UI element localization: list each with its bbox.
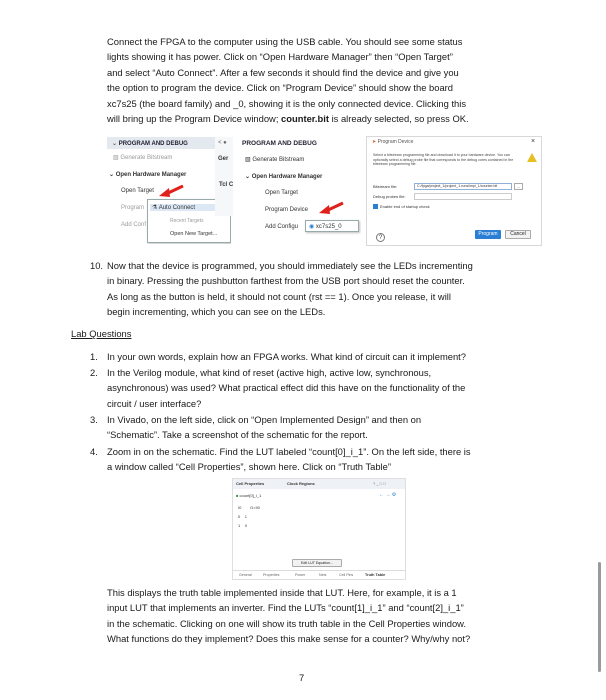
truth-table-header-o: O=!I0 (250, 505, 260, 510)
add-config-item[interactable]: Add Configu (265, 224, 299, 230)
closing-paragraph (107, 585, 557, 647)
program-button[interactable]: Program (475, 230, 501, 239)
question-4-number: 4. (90, 446, 98, 457)
open-new-target-option[interactable]: Open New Target... (170, 231, 218, 237)
step-10-line: begin incrementing, which you can see on the LEDs. (107, 306, 326, 318)
side-tab-tcl[interactable]: Tcl C (219, 182, 234, 188)
question-line: “Schematic”. Take a screenshot of the schematic for the report. (107, 429, 368, 441)
bitstream-label: Bitstream file: (373, 184, 398, 189)
chip-icon: ◉ (309, 224, 315, 230)
step-10-line: Now that the device is programmed, you should immediately see the LEDs incrementing (107, 260, 473, 271)
generate-bitstream-item[interactable]: ▧ Generate Bitstream (113, 155, 173, 161)
closing-line: input LUT that implements an inverter. Find the LUTs “count[1]_i_1” and “count[2]_i_1” (107, 602, 464, 614)
side-tab-general[interactable]: Ger (218, 156, 229, 162)
auto-connect-option[interactable]: ⚗ Auto Connect (150, 204, 228, 211)
intro-line: the option to program the device. Click on “Program Device” should show the board (107, 82, 454, 94)
question-3-number: 3. (90, 414, 98, 425)
bottom-tab-nets[interactable]: Nets (319, 573, 327, 577)
collapse-arrows-icon[interactable]: < ● (218, 140, 227, 146)
question-line: circuit / user interface? (107, 397, 202, 409)
question-3 (107, 412, 557, 443)
question-2-number: 2. (90, 367, 98, 378)
intro-paragraph (107, 34, 547, 126)
program-debug-header[interactable]: PROGRAM AND DEBUG (237, 137, 357, 149)
program-device-item[interactable]: Program Device (265, 207, 309, 213)
red-arrow-icon (159, 184, 185, 198)
debug-probes-input[interactable] (414, 193, 512, 200)
bottom-tab-power[interactable]: Power (295, 573, 306, 577)
open-target-item[interactable]: Open Target (121, 188, 154, 194)
bottom-tab-properties[interactable]: Properties (263, 573, 280, 577)
question-1 (107, 349, 557, 364)
generate-bitstream-item[interactable]: ▧ Generate Bitstream (245, 157, 305, 163)
intro-line: xc7s25 (the board family) and _0, showing it is the only connected device. Clicking this (107, 97, 467, 109)
red-arrow-icon (319, 201, 345, 215)
dialog-title: ➤ Program Device (372, 139, 414, 145)
program-item[interactable]: Program (121, 205, 145, 211)
hardware-manager-item[interactable]: ⌄ Open Hardware Manager (109, 172, 187, 178)
truth-table-header-i0: I0 (238, 505, 242, 510)
cell-icon: ■ (236, 493, 239, 498)
bottom-tab-general[interactable]: General (239, 573, 252, 577)
step-10-paragraph (107, 258, 547, 320)
program-device-dialog (366, 136, 542, 246)
question-line: In your own words, explain how an FPGA works. What kind of circuit can it implement? (107, 351, 467, 362)
warning-icon (527, 153, 537, 162)
nav-arrows-icon[interactable]: ← → ⚙ (379, 492, 397, 498)
question-line: In the Verilog module, what kind of reset (active high, active low, synchronous, (107, 367, 432, 378)
bitfile-name: counter.bit (281, 113, 329, 125)
dialog-description: Select a bitstream programming file and download it to your hardware device. You can optionally select a debug probe file that corresponds to the debug cores contained in the bitstream programming file. (373, 153, 514, 167)
edit-lut-equation-button[interactable]: Edit LUT Equation... (292, 559, 342, 567)
closing-line: This displays the truth table implemented inside that LUT. Here, for example, it is a 1 (107, 587, 457, 598)
tab-cell-properties[interactable]: Cell Properties (236, 481, 265, 486)
hardware-manager-item[interactable]: ⌄ Open Hardware Manager (245, 174, 323, 180)
step-10-number: 10. (90, 260, 104, 271)
vivado-logo-icon: ➤ (372, 139, 377, 145)
intro-line: lights showing it has power. Click on “Open Hardware Manager” then “Open Target” (107, 51, 453, 63)
dialog-close-icon[interactable]: × (531, 138, 536, 145)
truth-table-row: 1 0 (238, 523, 247, 528)
closing-line: in the schematic. Clicking on one will show its truth table in the Cell Properties window. (107, 617, 467, 629)
program-debug-header[interactable]: ⌄ PROGRAM AND DEBUG (107, 137, 217, 149)
question-line: asynchronous) was used? What practical effect did this have on the functionality of the (107, 382, 466, 394)
intro-line: Connect the FPGA to the computer using the USB cable. You should see some status (107, 36, 463, 47)
question-line: a window called “Cell Properties”, shown here. Click on “Truth Table” (107, 461, 391, 473)
screenshot-open-target (107, 137, 234, 244)
screenshot-program-device (233, 137, 361, 244)
cell-properties-screenshot (232, 478, 406, 580)
cancel-button[interactable]: Cancel (505, 230, 531, 239)
scrollbar[interactable] (598, 562, 601, 672)
question-1-number: 1. (90, 351, 98, 362)
bottom-tab-truth-table[interactable]: Truth Table (365, 573, 386, 577)
intro-line: and select “Auto Connect”. After a few seconds it should find the device and give you (107, 66, 459, 78)
debug-probes-label: Debug probes file: (373, 194, 406, 199)
enable-startup-check[interactable]: Enable end of startup check (373, 204, 430, 209)
checkbox-icon[interactable] (373, 204, 378, 209)
page-number: 7 (299, 672, 305, 683)
bitstream-file-input[interactable]: C:/fpga/project_1/project_1.runs/impl_1/counter.bit (414, 183, 512, 190)
add-conf-item[interactable]: Add Conf (121, 222, 147, 228)
bottom-tab-cell-pins[interactable]: Cell Pins (339, 573, 354, 577)
device-option[interactable]: ◉ xc7s25_0 (309, 224, 342, 230)
intro-line-last: will bring up the Program Device window; counter.bit is already selected, so press OK. (107, 113, 469, 125)
truth-table-row: 0 1 (238, 514, 247, 519)
help-icon[interactable]: ? (376, 233, 385, 242)
open-target-item[interactable]: Open Target (265, 190, 298, 196)
browse-button[interactable]: ... (514, 183, 523, 190)
closing-line: What functions do they implement? Does this make sense for a counter? Why/why not? (107, 633, 471, 645)
step-10-line: As long as the button is held, it should not count (rst == 1). Once you release, it will (107, 290, 451, 302)
question-line: Zoom in on the schematic. Find the LUT labeled “count[0]_i_1”. On the left side, there is (107, 446, 471, 457)
window-controls[interactable]: ? _ □ □ (373, 481, 386, 486)
question-line: In Vivado, on the left side, click on “Open Implemented Design” and then on (107, 414, 422, 425)
recent-targets-option[interactable]: Recent Targets (170, 218, 204, 224)
lab-questions-heading: Lab Questions (71, 328, 132, 339)
cell-name: ■ count[0]_i_1 (236, 493, 262, 498)
question-2 (107, 365, 557, 411)
tab-clock-regions[interactable]: Clock Regions (287, 481, 315, 486)
step-10-line: in binary. Pressing the pushbutton farthest from the USB port should reset the counter. (107, 275, 465, 287)
device-popup[interactable] (305, 220, 359, 232)
question-4 (107, 444, 557, 475)
